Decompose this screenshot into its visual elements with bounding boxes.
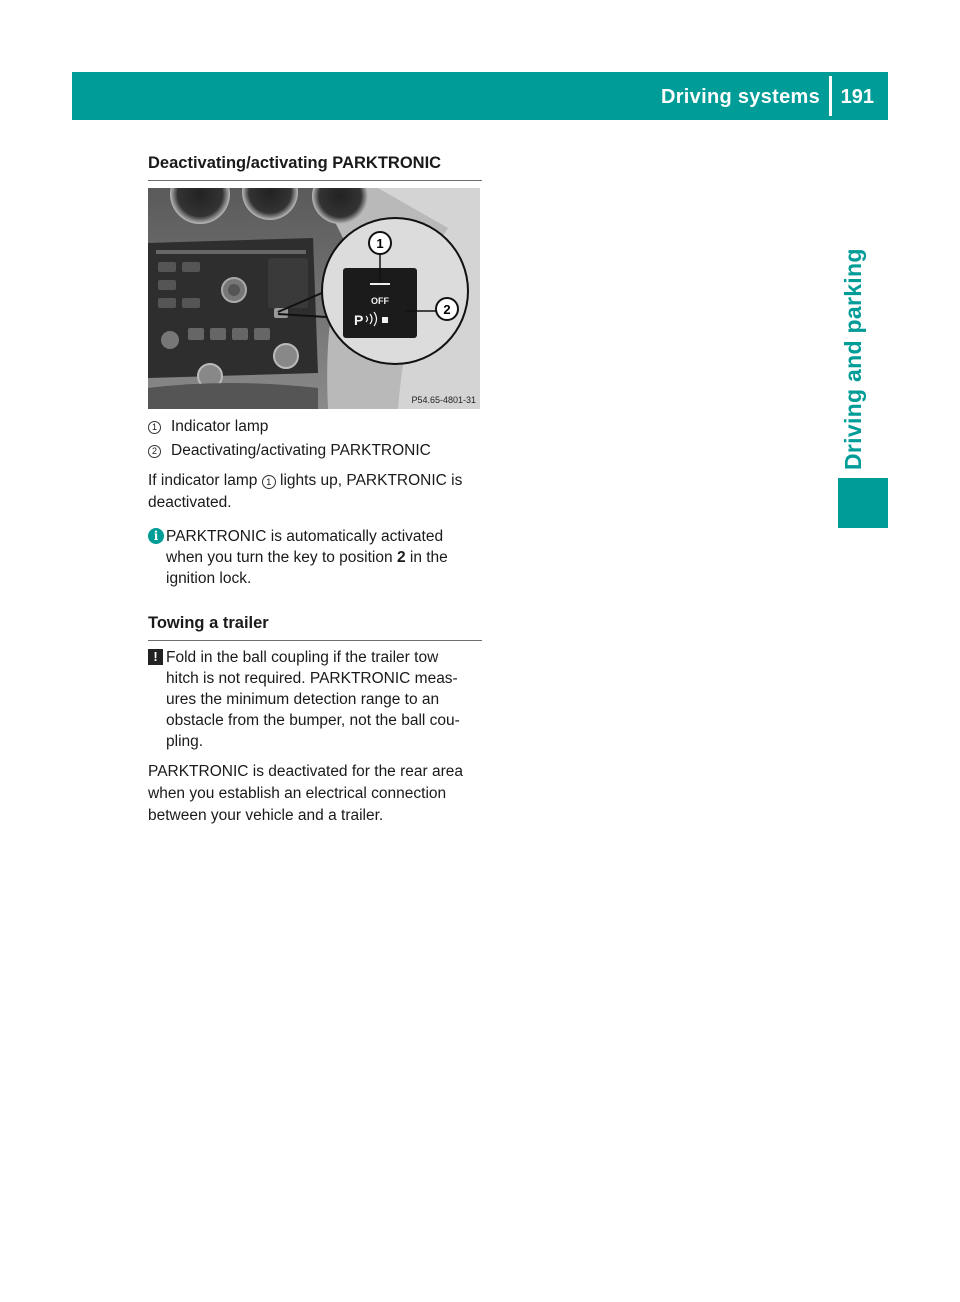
warning-line: ures the minimum detection range to an bbox=[166, 691, 440, 708]
header-divider bbox=[829, 76, 832, 116]
indicator-paragraph: If indicator lamp 1 lights up, PARKTRONIC is deactivated. bbox=[148, 472, 463, 511]
info-note bbox=[148, 526, 482, 589]
header-bar bbox=[72, 72, 888, 120]
callout-2-label: 2 bbox=[443, 302, 451, 317]
trailer-paragraph bbox=[148, 761, 482, 827]
paragraph-line: when you establish an electrical connection bbox=[148, 785, 447, 802]
button-off-label: OFF bbox=[371, 296, 389, 306]
section-towing bbox=[148, 612, 482, 641]
callout-1-label: 1 bbox=[376, 236, 384, 251]
dashboard-illustration bbox=[148, 188, 480, 409]
legend-number-2: 2 bbox=[148, 445, 161, 458]
legend-item-1 bbox=[148, 417, 268, 437]
side-tab-block bbox=[838, 478, 888, 528]
warning-note bbox=[148, 647, 482, 752]
warning-line: obstacle from the bumper, not the ball cou- bbox=[166, 712, 460, 729]
section-deactivating bbox=[148, 152, 482, 181]
warning-icon: ! bbox=[148, 649, 163, 665]
warning-line: hitch is not required. PARKTRONIC meas- bbox=[166, 670, 458, 687]
dashboard-figure bbox=[148, 188, 480, 409]
legend-item-2 bbox=[148, 441, 431, 461]
side-tab-label: Driving and parking bbox=[840, 248, 866, 470]
inline-callout-1: 1 bbox=[262, 475, 276, 489]
note-line-3: ignition lock. bbox=[166, 570, 252, 587]
info-icon: i bbox=[148, 528, 164, 544]
page-number: 191 bbox=[840, 86, 874, 108]
note-line-2: when you turn the key to position 2 in the bbox=[166, 549, 448, 566]
legend-number-1: 1 bbox=[148, 421, 161, 434]
legend-text-1: Indicator lamp bbox=[171, 418, 269, 435]
paragraph-line: PARKTRONIC is deactivated for the rear area bbox=[148, 763, 464, 780]
legend-text-2: Deactivating/activating PARKTRONIC bbox=[171, 442, 431, 459]
figure-code: P54.65-4801-31 bbox=[411, 395, 476, 405]
warning-line: pling. bbox=[166, 733, 204, 750]
button-p-label: P bbox=[354, 312, 364, 328]
section-title-parktronic: Deactivating/activating PARKTRONIC bbox=[148, 152, 482, 181]
paragraph-line: between your vehicle and a trailer. bbox=[148, 807, 384, 824]
note-line-1: PARKTRONIC is automatically activated bbox=[166, 528, 444, 545]
header-title: Driving systems bbox=[660, 86, 820, 108]
section-title-towing: Towing a trailer bbox=[148, 612, 482, 641]
warning-line: Fold in the ball coupling if the trailer tow bbox=[166, 649, 439, 666]
